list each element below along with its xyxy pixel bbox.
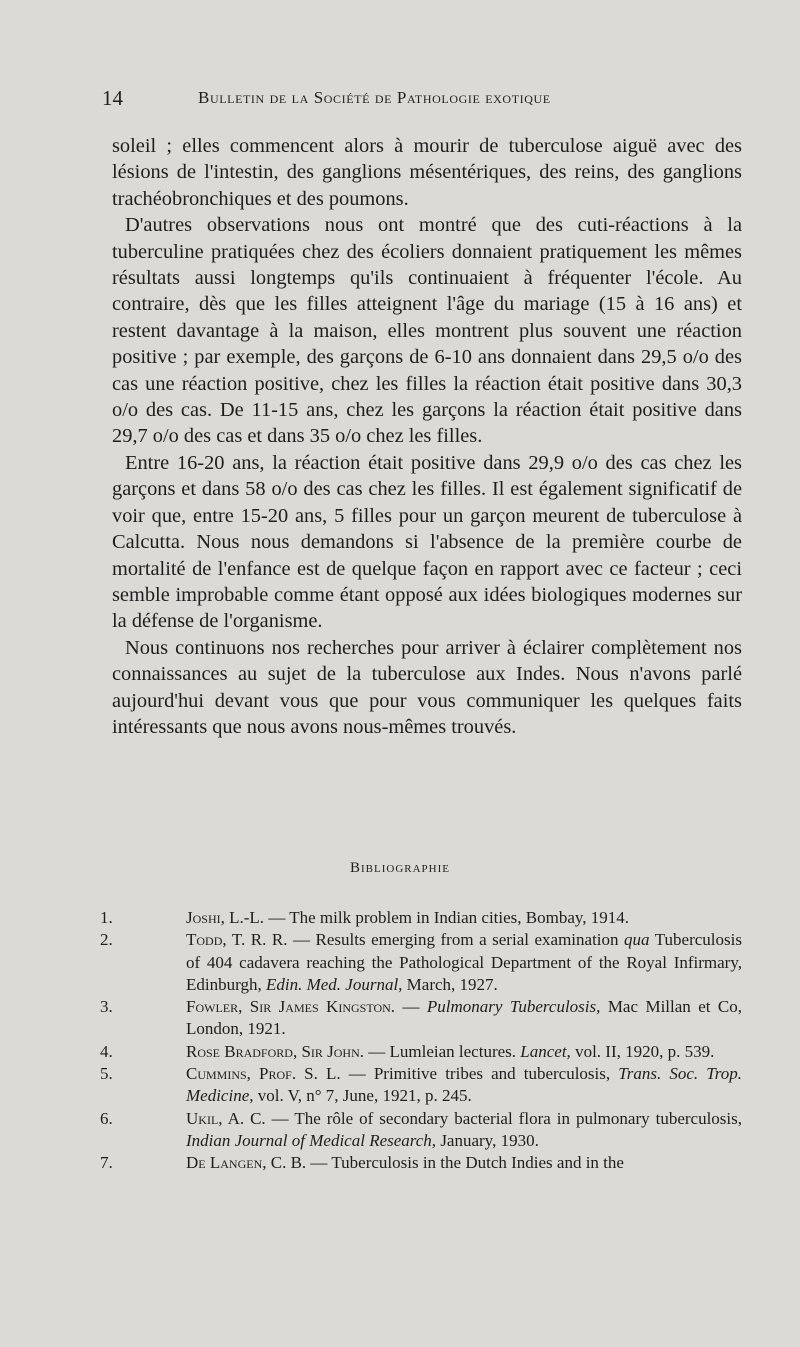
body-text [112,133,742,740]
reference-text: — The milk problem in Indian cities, Bombay, 1914. [264,908,630,927]
paragraph: Entre 16-20 ans, la réaction était positive dans 29,9 o/o des cas chez les garçons et dans 58 o/o des cas chez les filles. Il est également significatif de voir que, entre 15-20 ans, 5 filles pour un garçon meurent de tuberculose à Calcutta. Nous nous demandons si l'absence de la première courbe de mortalité de l'enfance est de quelque façon en rapport avec ce facteur ; ceci semble improbable comme étant opposé aux idées biologiques modernes sur la défense de l'organisme. [112,451,742,633]
reference-text: — Tuberculosis in the Dutch Indies and in the [306,1153,624,1173]
reference-italic: qua [624,930,650,950]
reference-text: March, 1927. [402,974,498,994]
reference-number: 4. [100,1041,113,1061]
reference-journal: Trans. Soc. Trop. Medicine, [186,1064,742,1106]
reference-text: — Lumleian lectures. [364,1041,521,1061]
reference-number: 7. [100,1153,113,1173]
reference-author: Todd, T. R. R. [186,930,288,950]
reference-text: Mac Millan et Co, London, 1921. [186,997,742,1039]
reference-text: January, 1930. [436,1130,539,1150]
page-number: 14 [102,86,123,110]
reference-number: 2. [100,930,113,950]
reference-item [100,1152,742,1174]
reference-item [100,907,742,929]
reference-item [100,1063,742,1108]
reference-journal: Lancet, [520,1041,571,1061]
reference-author: Cummins, Prof. S. L. [186,1064,341,1084]
reference-text: — [395,997,427,1017]
bibliography-list [100,907,742,1175]
paragraph: D'autres observations nous ont montré que des cuti-réactions à la tuberculine pratiquées chez des écoliers donnaient pratiquement les mêmes résultats aussi longtemps qu'ils continuaient à fréquenter l'école. Au contraire, dès que les filles atteignent l'âge du mariage (15 à 16 ans) et restent davantage à la maison, elles montrent plus souvent une réaction positive ; par exemple, des garçons de 6-10 ans donnaient dans 29,5 o/o des cas une réaction positive, chez les filles la réaction était positive dans 30,3 o/o des cas. De 11-15 ans, chez les garçons la réaction était positive dans 29,7 o/o des cas et dans 35 o/o chez les filles. [112,214,742,448]
running-title: Bulletin de la Société de Pathologie exotique [198,88,551,107]
reference-text: — Results emerging from a serial examination [287,930,625,950]
reference-item [100,929,742,996]
reference-author: De Langen, C. B. [186,1153,307,1173]
reference-number: 3. [100,997,113,1017]
reference-journal: Indian Journal of Medical Research, [186,1130,437,1150]
reference-item [100,1108,742,1153]
reference-item [100,1041,742,1063]
bibliography-title: Bibliographie [350,860,450,876]
reference-item [100,996,742,1041]
paragraph: soleil ; elles commencent alors à mourir de tuberculose aiguë avec des lésions de l'intestin, des ganglions mésentériques, des reins, des ganglions trachéobronchiques et des poumons. [112,135,742,210]
reference-author: Rose Bradford, Sir John. [186,1041,365,1061]
reference-text: Tuberculosis of 404 cadavera reaching the Pathological Department of the Royal Infirmary, Edinburgh, [186,930,742,994]
reference-number: 1. [100,908,113,927]
reference-journal: Edin. Med. Journal, [265,974,403,994]
reference-text: vol. V, n° 7, June, 1921, p. 245. [253,1086,472,1106]
reference-title: Pulmonary Tuberculosis, [426,997,601,1017]
reference-text: — The rôle of secondary bacterial flora in pulmonary tuberculosis, [265,1108,742,1128]
reference-text: vol. II, 1920, p. 539. [570,1041,715,1061]
reference-author: Joshi, L.-L. [186,908,265,927]
reference-text: — Primitive tribes and tuberculosis, [340,1064,619,1084]
reference-number: 6. [100,1108,113,1128]
reference-number: 5. [100,1064,113,1084]
paragraph: Nous continuons nos recherches pour arriver à éclairer complètement nos connaissances au sujet de la tuberculose aux Indes. Nous n'avons parlé aujourd'hui devant vous que pour vous communiquer les quelques faits intéressants que nous avons nous-mêmes trouvés. [112,636,742,738]
reference-author: Ukil, A. C. [186,1108,266,1128]
reference-author: Fowler, Sir James Kingston. [186,997,396,1017]
page-header [102,86,742,114]
